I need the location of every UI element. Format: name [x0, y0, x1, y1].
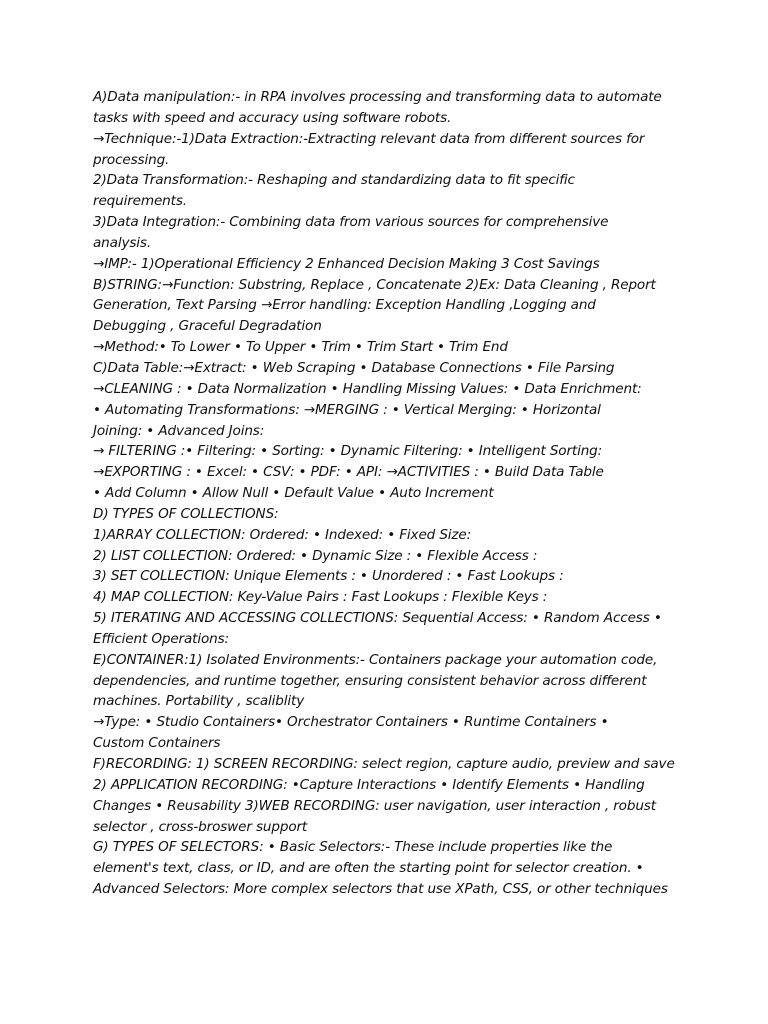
text-line: →Technique:-1)Data Extraction:-Extracting relevant data from different sources for — [93, 130, 645, 147]
text-line: requirements. — [93, 193, 187, 210]
text-line: 1)ARRAY COLLECTION: Ordered: • Indexed: • Fixed Size: — [93, 526, 472, 543]
text-line: • Automating Transformations: →MERGING : • Vertical Merging: • Horizontal — [93, 401, 601, 418]
document-body — [93, 87, 685, 900]
text-line: Debugging , Graceful Degradation — [93, 318, 322, 335]
text-line: dependencies, and runtime together, ensuring consistent behavior across different — [93, 672, 647, 689]
text-line: 2)Data Transformation:- Reshaping and standardizing data to fit specific — [93, 172, 575, 189]
text-line: 3) SET COLLECTION: Unique Elements : • Unordered : • Fast Lookups : — [93, 568, 564, 585]
text-line: 2) APPLICATION RECORDING: •Capture Interactions • Identify Elements • Handling — [93, 776, 645, 793]
text-line: Efficient Operations: — [93, 630, 229, 647]
text-line: 3)Data Integration:- Combining data from various sources for comprehensive — [93, 214, 609, 231]
text-line: machines. Portability , scaliblity — [93, 693, 305, 710]
text-line: Generation, Text Parsing →Error handling: Exception Handling ,Logging and — [93, 297, 596, 314]
text-line: • Add Column • Allow Null • Default Value • Auto Increment — [93, 485, 494, 502]
text-line: Custom Containers — [93, 735, 221, 752]
text-line: 4) MAP COLLECTION: Key-Value Pairs : Fast Lookups : Flexible Keys : — [93, 589, 548, 606]
text-line: A)Data manipulation:- in RPA involves processing and transforming data to automate — [93, 89, 662, 105]
text-line: →Method:• To Lower • To Upper • Trim • Trim Start • Trim End — [93, 339, 508, 356]
text-line: B)STRING:→Function: Substring, Replace , Concatenate 2)Ex: Data Cleaning , Report — [93, 276, 656, 293]
text-line: →Type: • Studio Containers• Orchestrator Containers • Runtime Containers • — [93, 714, 609, 731]
text-line: processing. — [93, 151, 170, 168]
text-line: →CLEANING : • Data Normalization • Handling Missing Values: • Data Enrichment: — [93, 380, 642, 397]
text-line: F)RECORDING: 1) SCREEN RECORDING: select region, capture audio, preview and save — [93, 756, 675, 772]
text-line: element's text, class, or ID, and are often the starting point for selector creation. • — [93, 860, 644, 877]
text-line: →IMP:- 1)Operational Efficiency 2 Enhanced Decision Making 3 Cost Savings — [93, 255, 600, 272]
text-line: → FILTERING :• Filtering: • Sorting: • Dynamic Filtering: • Intelligent Sorting: — [93, 443, 603, 460]
text-line: D) TYPES OF COLLECTIONS: — [93, 505, 279, 522]
text-line: analysis. — [93, 234, 152, 251]
text-line: selector , cross-broswer support — [93, 818, 308, 835]
text-line: 2) LIST COLLECTION: Ordered: • Dynamic Size : • Flexible Access : — [93, 547, 538, 564]
text-line: Joining: • Advanced Joins: — [93, 422, 265, 439]
text-line: →EXPORTING : • Excel: • CSV: • PDF: • API: →ACTIVITIES : • Build Data Table — [93, 464, 604, 481]
text-line: G) TYPES OF SELECTORS: • Basic Selectors:- These include properties like the — [93, 839, 613, 856]
text-line: tasks with speed and accuracy using software robots. — [93, 109, 452, 126]
text-line: C)Data Table:→Extract: • Web Scraping • Database Connections • File Parsing — [93, 359, 615, 376]
text-line: Changes • Reusability 3)WEB RECORDING: user navigation, user interaction , robust — [93, 797, 656, 814]
text-line: E)CONTAINER:1) Isolated Environments:- Containers package your automation code, — [93, 651, 658, 668]
text-line: Advanced Selectors: More complex selectors that use XPath, CSS, or other techniques — [93, 881, 668, 898]
text-line: 5) ITERATING AND ACCESSING COLLECTIONS: Sequential Access: • Random Access • — [93, 610, 662, 627]
